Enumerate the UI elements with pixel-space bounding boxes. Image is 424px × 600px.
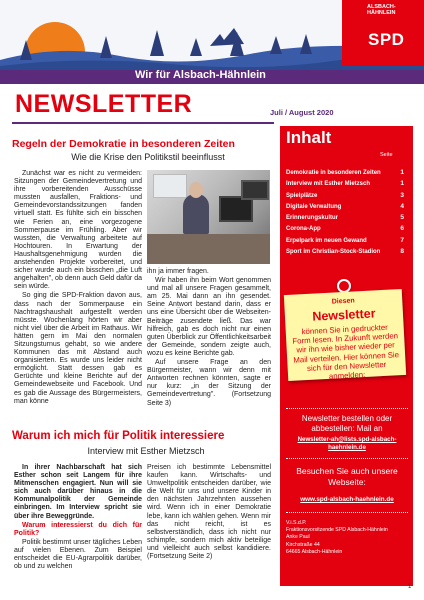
toc-item[interactable]	[286, 249, 404, 256]
imprint-line: 64665 Alsbach-Hähnlein	[286, 548, 343, 555]
imprint-line: Kirchstraße 44	[286, 541, 320, 548]
sticky-note	[284, 289, 406, 381]
toc-item-page: 3	[400, 191, 404, 199]
table-of-contents	[286, 170, 404, 260]
toc-item-title: Demokratie in besonderen Zeiten	[286, 170, 381, 176]
toc-item-page: 1	[400, 180, 404, 188]
divider	[286, 408, 408, 410]
title-rule	[12, 122, 274, 124]
toc-item[interactable]	[286, 226, 404, 233]
toc-item-title: Interview mit Esther Mietzsch	[286, 181, 371, 188]
toc-item[interactable]	[286, 181, 404, 188]
toc-item-page: 7	[400, 236, 404, 244]
toc-item-title: Digitale Verwaltung	[286, 203, 342, 210]
imprint-line: Fraktionsvorsitzende SPD Alsbach-Hähnlein	[286, 527, 388, 534]
paragraph: Wir haben ihn beim Wort genommen und mal all unsere Fragen gesammelt, am 25. Mai dann an ihn gesendet. Seine Antwort bestand darin, dass er uns eine Übersicht über die Webseiten-Beiträge zusendete ließ. Das war hilfreich, gab es doch nicht nur einen guten Überblick zur Öffentlichkeitsarbeit der Gemeinde, sondern zeigte auch, wozu es keine Berichte gab.	[147, 277, 271, 357]
toc-item[interactable]	[286, 215, 404, 222]
page-number: 1	[408, 584, 412, 590]
article1-photo	[147, 170, 270, 264]
toc-item-title: Corona-App	[286, 226, 321, 233]
tagline: Wir für Alsbach-Hähnlein	[135, 69, 266, 81]
paragraph: Auf unsere Frage an den Bürgermeister, wann wir denn mit Antworten rechnen könnten, sagte er nur kurz: „in der Sitzung der Gemeindevertretung". (Fortsetzung Seite 3)	[147, 359, 271, 407]
toc-item-title: Erinnerungskultur	[286, 215, 339, 222]
toc-item-page: 8	[400, 248, 404, 256]
toc-item-title: Spielplätze	[286, 192, 318, 199]
note-small: Diesen	[331, 297, 355, 306]
article1-col1	[14, 170, 142, 407]
toc-item[interactable]	[286, 204, 404, 211]
interview-question: Warum interessierst du dich für Politik?	[14, 521, 142, 537]
imprint-line: V.i.S.d.P.	[286, 520, 307, 526]
order-text: Newsletter bestellen oder abbestellen: Mail an	[301, 414, 393, 433]
toc-item-page: 6	[400, 225, 404, 233]
toc-item-title: Erpelpark im neuen Gewand	[286, 237, 367, 244]
article2-subtitle: Interview mit Esther Mietzsch	[87, 446, 205, 456]
website-link[interactable]: www.spd-alsbach-haehnlein.de	[300, 496, 394, 503]
divider	[286, 458, 408, 460]
toc-item-page: 1	[400, 169, 404, 176]
article1-subtitle: Wie die Krise den Politikstil beeinflusst	[71, 152, 225, 162]
toc-item[interactable]	[286, 193, 404, 200]
paragraph: ihn ja immer fragen.	[147, 268, 209, 275]
toc-item[interactable]	[286, 170, 404, 177]
article2-col2	[147, 464, 271, 562]
toc-page-label: Seite	[380, 152, 393, 158]
visit-text: Besuchen Sie auch unsere Webseite:	[296, 466, 398, 487]
note-text: können Sie in gedruckter Form lesen. In Zukunft werden wir ihn wie bisher wieder per Mail verteilen. Hier können Sie sich für den Newsletter anmelden:	[292, 322, 400, 381]
paragraph: Politik bestimmt unser tägliches Leben auf vielen Ebenen. Zum Beispiel entscheidet die EU-Agrarpolitik darüber, ob und zu welchen	[14, 538, 142, 571]
spd-logo: SPD	[368, 30, 405, 49]
imprint-line: Anke Paul	[286, 534, 310, 541]
article2-col1	[14, 464, 142, 572]
logo-location: ALSBACH- HÄHNLEIN	[367, 4, 396, 16]
newsletter-date: Juli / August 2020	[270, 108, 334, 117]
newsletter-title: NEWSLETTER	[15, 90, 193, 118]
toc-item-title: Sport im Christian-Stock-Stadion	[286, 249, 381, 256]
toc-heading: Inhalt	[286, 128, 332, 147]
paragraph: Zunächst war es nicht zu vermeiden: Sitzungen der Gemeindevertretung und ihre vorbereitenden Ausschüsse mussten ausfallen, Fraktions- und Gemeindevorstandssitzungen fanden virtuell statt. Es fühlte sich ein bisschen wie Ferien an, eine vorgezogene Sommerpause im Frühling. Aber wir wussten, die Verwaltung arbeitete auf Hochtouren. In Erwartung der Haushaltsgenehmigung wurden die anstehenden Projekte vorbereitet, und sicher wurde auch ein bisschen „die Luft angehalten", ob denn auch Geld dafür da sein würde.	[14, 170, 142, 291]
article1-title: Regeln der Demokratie in besonderen Zeiten	[12, 138, 235, 150]
note-title: Newsletter	[312, 306, 376, 324]
paragraph: Preisen ich bestimmte Lebensmittel kaufen kann. Wirtschafts- und Umweltpolitik entscheiden darüber, wie die Welt für uns und unsere Kinder in den nächsten Jahrzehnten aussehen wird. Wenn ich in einer Demokratie lebe, kann ich wählen gehen. Wenn mir das nicht reicht, ist es selbstverständlich, dass ich nicht nur schimpfe, sondern mich aktiv beteilige und vielleicht auch selbst kandidiere. (Fortsetzung Seite 2)	[147, 464, 271, 561]
divider	[286, 512, 408, 514]
toc-item-page: 5	[400, 214, 404, 222]
article2-title: Warum ich mich für Politik interessiere	[12, 430, 225, 442]
article1-col2	[147, 268, 271, 409]
imprint	[286, 520, 406, 556]
order-email-link[interactable]: Newsletter-ah@lists.spd-alsbach-haehnlein.de	[297, 436, 397, 451]
paragraph: In ihrer Nachbarschaft hat sich Esther schon seit Langem für ihre Mitmenschen engagiert. Nun will sie sich auch darüber hinaus in die Kommunalpolitik der Gemeinde einbringen. Im Interview spricht sie über ihre Beweggründe.	[14, 464, 142, 520]
paragraph: So ging die SPD-Fraktion davon aus, dass nach der Sommerpause ein Nachtragshaushalt aufgestellt werden müsste. Wochenlang hörten wir aber nicht viel über die Arbeit im Rathaus. Wir hätten gern im Mai den normalen Sitzungsturnus gehabt, so wie andere Kommunen das mit Abstand auch organisierten. Es wurde uns leider nicht ermöglicht. Statt dessen gab es Gerüchte und kleine Berichte auf der Gemeindewebseite und Facebook. Und es gab die Aussage des Bürgermeisters, man könne	[14, 292, 142, 405]
toc-item-page: 4	[400, 202, 404, 210]
toc-item[interactable]	[286, 238, 404, 245]
tagline-bar	[0, 70, 424, 84]
